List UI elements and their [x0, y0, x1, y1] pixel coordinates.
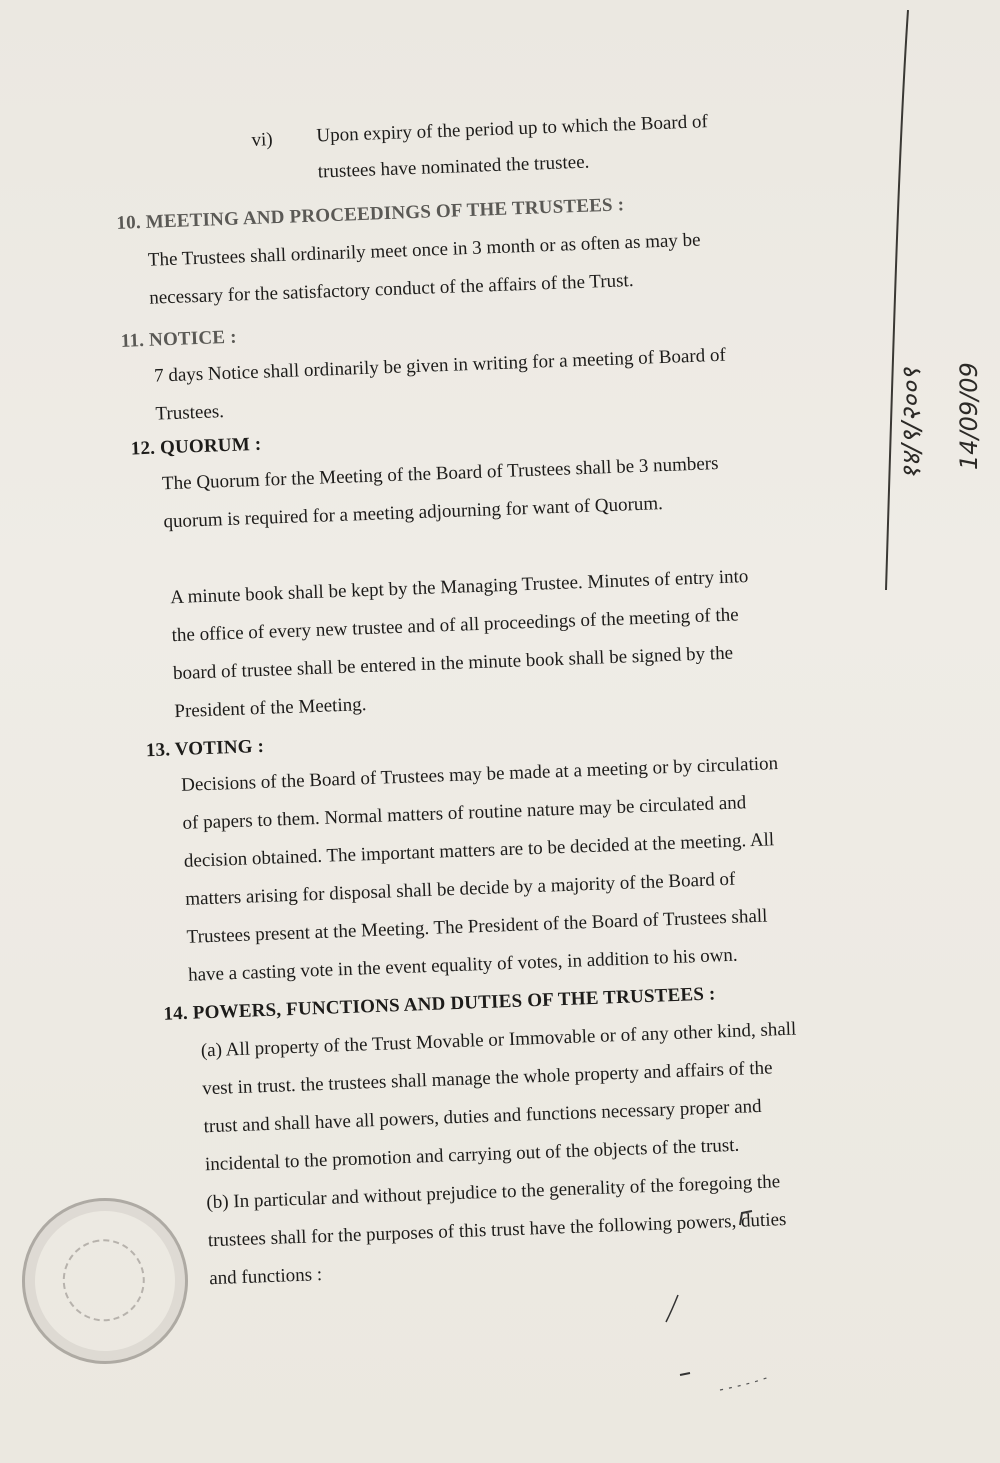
section-13-heading: 13. VOTING :: [145, 735, 265, 762]
handwritten-signature-date: 14/09/09: [955, 362, 983, 470]
office-seal-stamp: [3, 1179, 206, 1382]
section-11-line-1: 7 days Notice shall ordinarily be given in writing for a meeting of Board of: [153, 344, 727, 387]
section-13-line-5: Trustees present at the Meeting. The President of the Board of Trustees shall: [186, 905, 768, 948]
section-14-heading: 14. POWERS, FUNCTIONS AND DUTIES OF THE TRUSTEES :: [163, 983, 716, 1025]
section-13-line-3: decision obtained. The important matters are to be decided at the meeting. All: [183, 829, 775, 872]
handwritten-registration-note: १४/९/२००९: [897, 367, 927, 480]
section-13-line-6: have a casting vote in the event equality of votes, in addition to his own.: [187, 944, 738, 986]
item-vi-marker: vi): [251, 129, 274, 151]
section-12-para2-line-4: President of the Meeting.: [174, 694, 367, 723]
section-11-line-2: Trustees.: [155, 401, 225, 425]
section-13-line-4: matters arising for disposal shall be decide by a majority of the Board of: [184, 868, 736, 910]
section-13-line-1: Decisions of the Board of Trustees may be made at a meeting or by circulation: [180, 753, 779, 796]
section-12-para2-line-3: board of trustee shall be entered in the minute book shall be signed by the: [172, 642, 734, 685]
section-10-heading: 10. MEETING AND PROCEEDINGS OF THE TRUSTEES :: [116, 194, 625, 234]
section-14-para-a-line-1: (a) All property of the Trust Movable or Immovable or of any other kind, shall: [200, 1018, 797, 1062]
pen-mark-decoration: [660, 1290, 780, 1410]
section-13-line-2: of papers to them. Normal matters of routine nature may be circulated and: [182, 792, 747, 834]
section-14-para-a-line-4: incidental to the promotion and carrying out of the objects of the trust.: [204, 1134, 740, 1176]
section-11-heading: 11. NOTICE :: [120, 326, 238, 352]
section-10-line-2: necessary for the satisfactory conduct of the affairs of the Trust.: [148, 270, 634, 309]
margin-rule-line: [878, 10, 918, 600]
pen-mark-tick: [730, 1205, 760, 1235]
section-14-para-a-line-2: vest in trust. the trustees shall manage the whole property and affairs of the: [201, 1057, 773, 1100]
section-10-line-1: The Trustees shall ordinarily meet once in 3 month or as often as may be: [147, 229, 701, 271]
section-12-line-2: quorum is required for a meeting adjourning for want of Quorum.: [163, 493, 664, 533]
section-12-heading: 12. QUORUM :: [130, 433, 262, 460]
section-14-para-b-line-1: (b) In particular and without prejudice to the generality of the foregoing the: [206, 1171, 781, 1214]
section-12-para2-line-2: the office of every new trustee and of all proceedings of the meeting of the: [171, 604, 740, 647]
seal-inner-ring: [54, 1230, 154, 1330]
item-vi-line-1: Upon expiry of the period up to which the Board of: [316, 111, 709, 147]
section-14-para-b-line-2: trustees shall for the purposes of this trust have the following powers, duties: [207, 1209, 787, 1252]
document-body: [112, 73, 856, 1290]
item-vi-line-2: trustees have nominated the trustee.: [317, 151, 590, 183]
section-14-para-b-line-3: and functions :: [208, 1264, 323, 1290]
section-12-line-1: The Quorum for the Meeting of the Board of Trustees shall be 3 numbers: [161, 453, 719, 495]
section-14-para-a-line-3: trust and shall have all powers, duties and functions necessary proper and: [203, 1095, 762, 1138]
section-12-para2-line-1: A minute book shall be kept by the Managing Trustee. Minutes of entry into: [169, 566, 749, 609]
